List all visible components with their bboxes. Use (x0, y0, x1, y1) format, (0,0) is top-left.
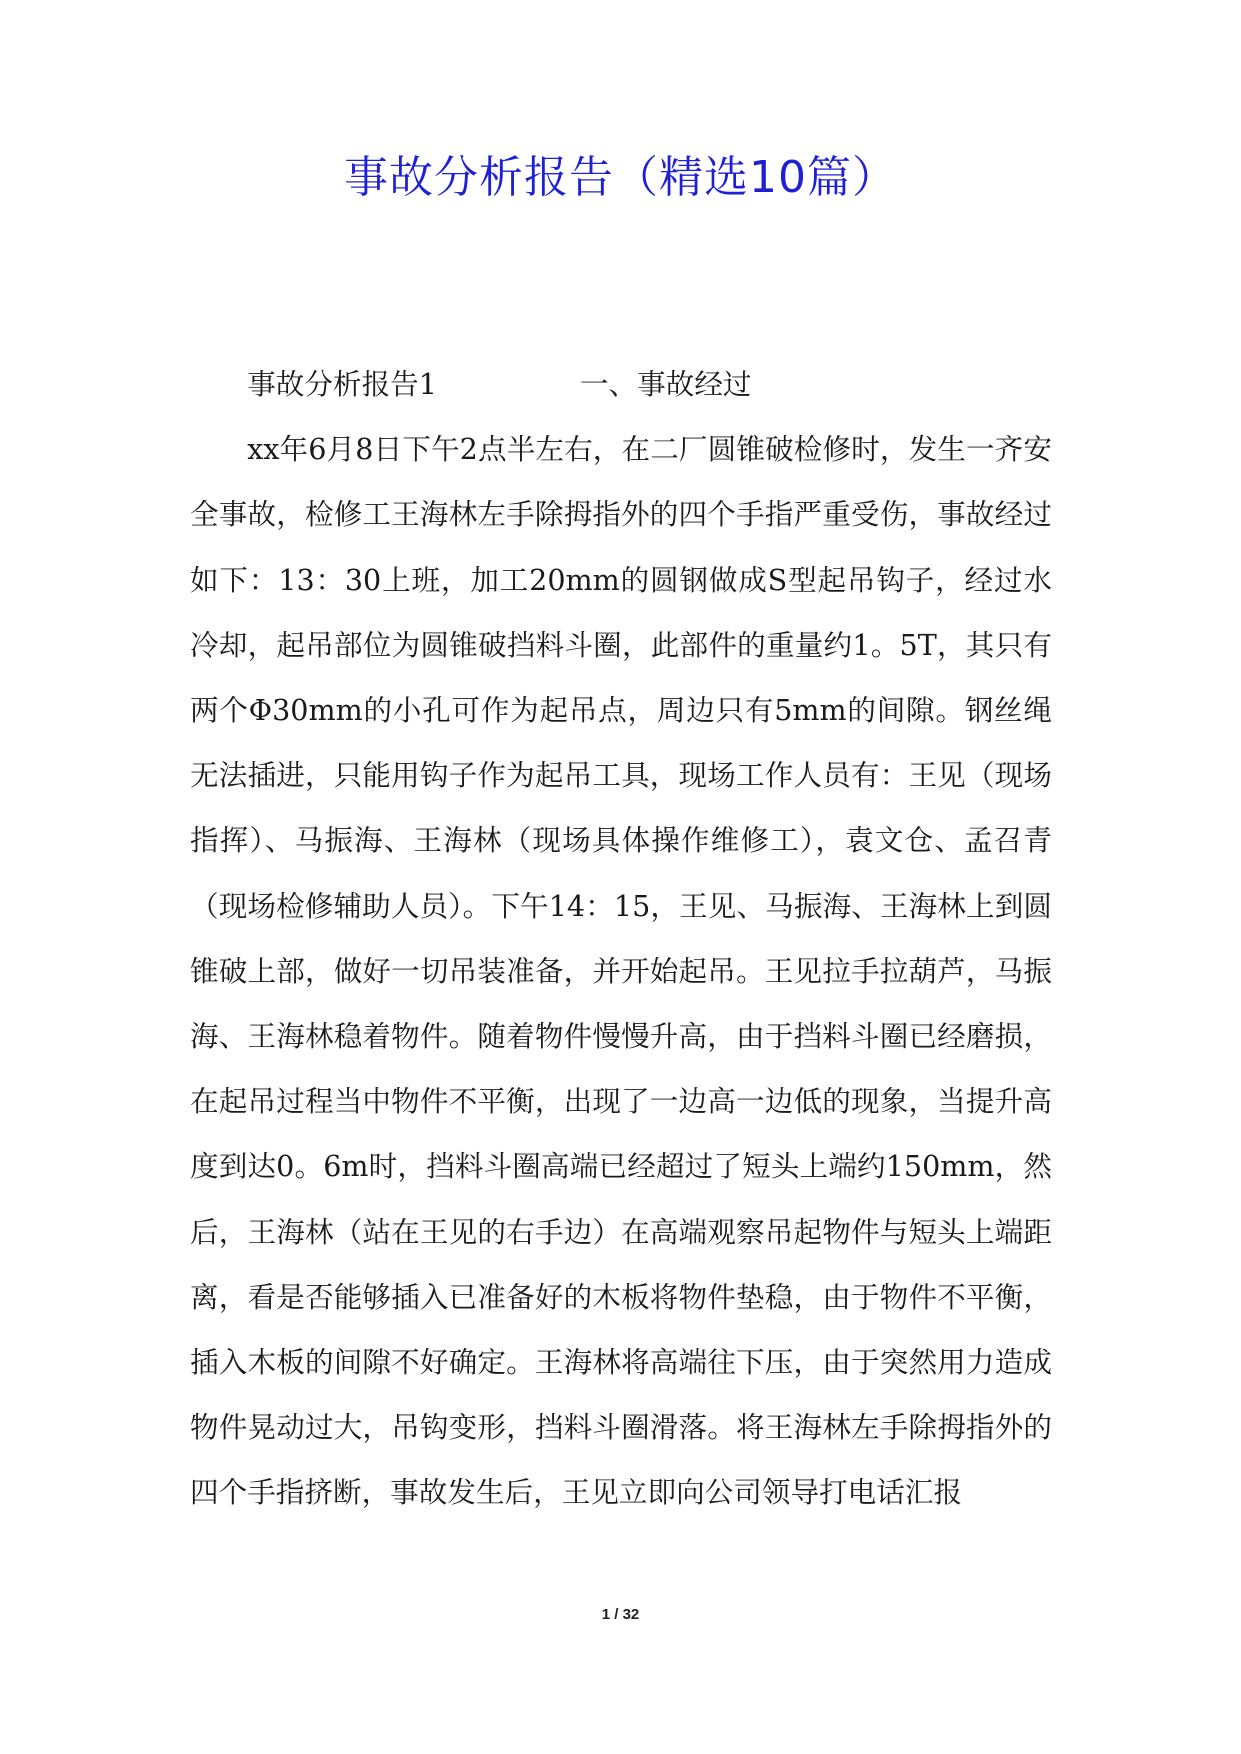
report-heading-line (190, 352, 1052, 417)
paragraph-1: xx年6月8日下午2点半左右，在二厂圆锥破检修时，发生一齐安全事故，检修工王海林左手除拇指外的四个手指严重受伤，事故经过如下：13：30上班，加工20mm的圆钢做成S型起吊钩子，经过水冷却，起吊部位为圆锥破挡料斗圈，此部件的重量约1。5T，其只有两个Φ30mm的小孔可作为起吊点，周边只有5mm的间隙。钢丝绳无法插进，只能用钩子作为起吊工具，现场工作人员有：王见（现场指挥）、马振海、王海林（现场具体操作维修工），袁文仓、孟召青（现场检修辅助人员）。下午14：15，王见、马振海、王海林上到圆锥破上部，做好一切吊装准备，并开始起吊。王见拉手拉葫芦，马振海、王海林稳着物件。随着物件慢慢升高，由于挡料斗圈已经磨损，在起吊过程当中物件不平衡，出现了一边高一边低的现象，当提升高度到达0。6m时，挡料斗圈高端已经超过了短头上端约150mm，然后，王海林（站在王见的右手边）在高端观察吊起物件与短头上端距离，看是否能够插入已准备好的木板将物件垫稳，由于物件不平衡，插入木板的间隙不好确定。王海林将高端往下压，由于突然用力造成物件晃动过大，吊钩变形，挡料斗圈滑落。将王海林左手除拇指外的四个手指挤断，事故发生后，王见立即向公司领导打电话汇报 (190, 432, 1052, 1510)
section-heading: 一、事故经过 (579, 367, 752, 401)
page-number: 1 / 32 (601, 1606, 640, 1623)
document-body (190, 352, 1052, 1526)
report-heading: 事故分析报告1 (247, 367, 437, 401)
document-title: 事故分析报告（精选10篇） (344, 152, 897, 203)
